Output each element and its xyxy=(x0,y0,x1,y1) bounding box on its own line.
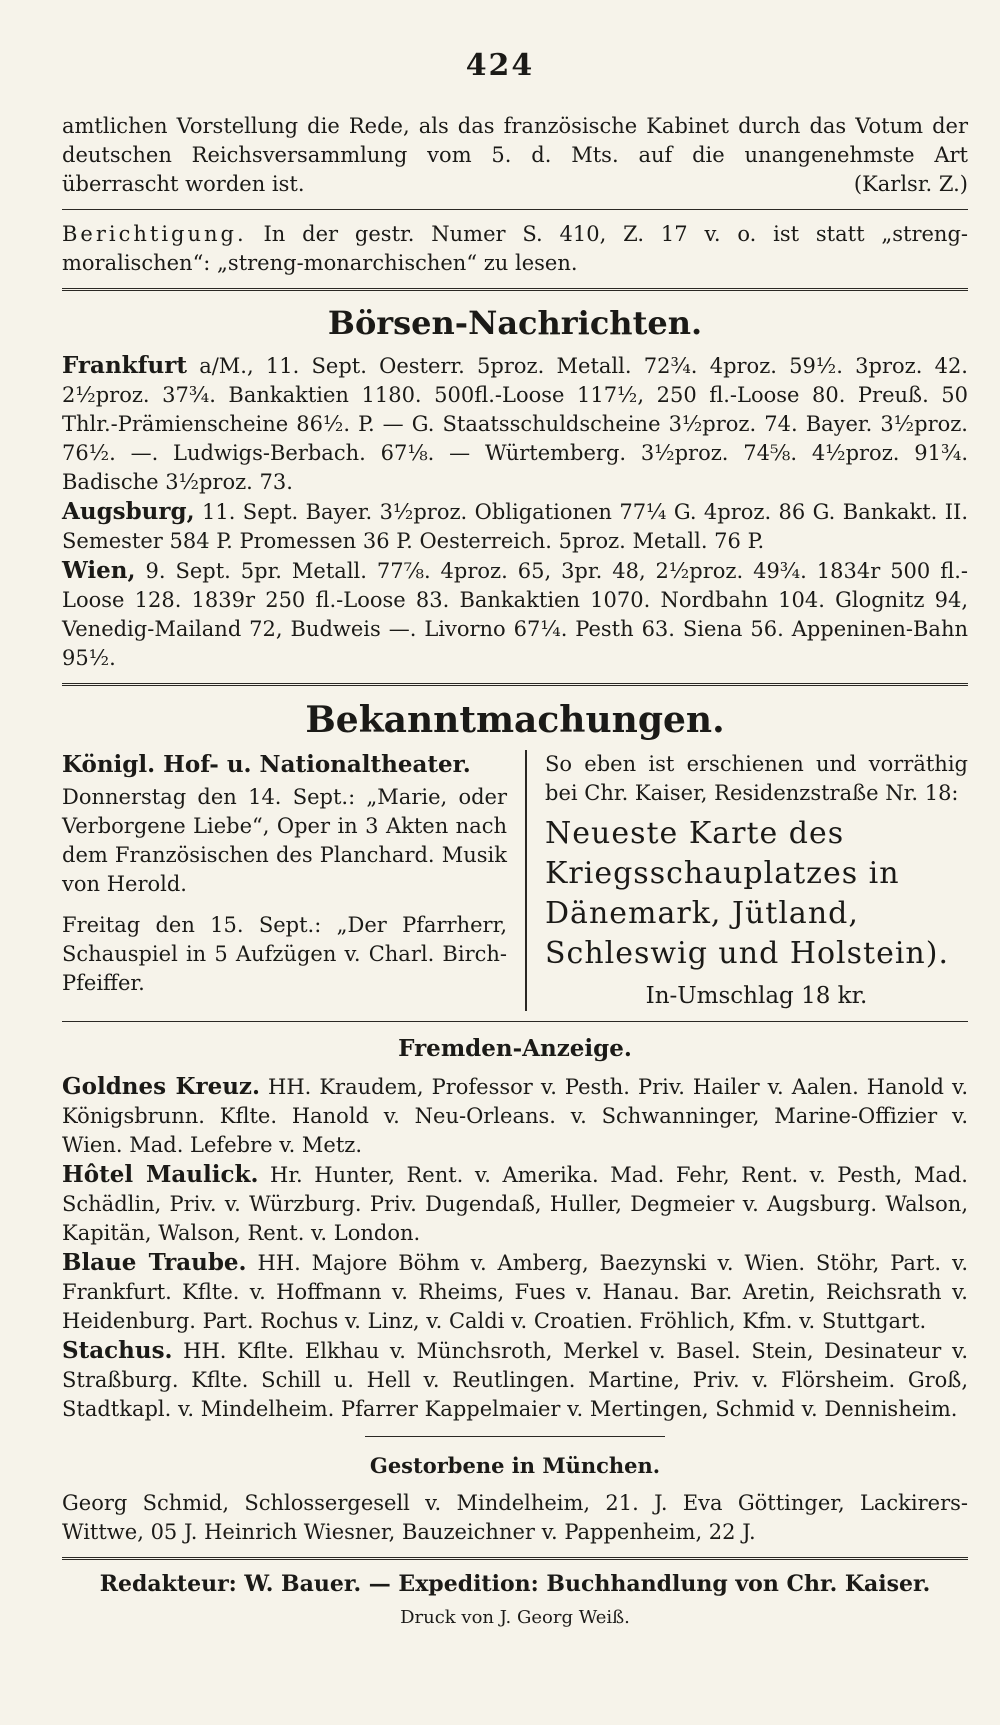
publication-title: Neueste Karte des Kriegsschauplatzes in Dänemark, Jütland, Schleswig und Holstein). xyxy=(545,816,949,971)
hotel-name: Goldnes Kreuz. xyxy=(62,1073,260,1100)
hotel-name: Hôtel Maulick. xyxy=(62,1161,259,1188)
guest-list: HH. Kflte. Elkhau v. Münchsroth, Merkel v. Basel. Stein, Desinateur v. Straßburg. Kflte. Schill u. Hell v. Reutlingen. Martine, Priv. v. Flörsheim. Groß, Stadtkapl. v. Mindelheim. Pfarrer Kappelmaier v. Mertingen, Schmid v. Dennisheim. xyxy=(62,1339,968,1421)
wien-text: 9. Sept. 5pr. Metall. 77⅞. 4proz. 65, 3pr. 48, 2½proz. 49¾. 1834r 500 fl.-Loose 128. 1839r 250 fl.-Loose 83. Bankaktien 1070. Nordbahn 104. Glognitz 94, Venedig-Mailand 72, Budweis —. Livorno 67¼. Pesth 63. Siena 56. Appeninen-Bahn 95½. xyxy=(62,559,968,670)
guest-list: HH. Majore Böhm v. Amberg, Baezynski v. Wien. Stöhr, Part. v. Frankfurt. Kflte. v. Hoffmann v. Rheims, Fues v. Hanau. Bar. Aretin, Reichsrath v. Heidenburg. Part. Rochus v. Linz, v. Caldi v. Croatien. Fröhlich, Kfm. v. Stuttgart. xyxy=(62,1251,968,1333)
fremden-entry xyxy=(62,1336,968,1424)
divider xyxy=(62,683,968,686)
divider xyxy=(62,209,968,210)
fremden-entry xyxy=(62,1248,968,1336)
wien-city: Wien, xyxy=(62,557,136,584)
hotel-name: Blaue Traube. xyxy=(62,1249,247,1276)
divider xyxy=(62,1557,968,1560)
theater-program-1: Donnerstag den 14. Sept.: „Marie, oder Verborgene Liebe“, Oper in 3 Akten nach dem Französischen des Planchard. Musik von Herold. xyxy=(62,785,507,896)
intro-paragraph xyxy=(62,112,968,199)
guest-list: Hr. Hunter, Rent. v. Amerika. Mad. Fehr, Rent. v. Pesth, Mad. Schädlin, Priv. v. Würzburg. Priv. Dugendaß, Huller, Degmeier v. Augsburg. Walson, Kapitän, Walson, Rent. v. London. xyxy=(62,1163,968,1245)
publication-column xyxy=(527,750,968,1011)
correction-paragraph xyxy=(62,220,968,278)
correction-text: In der gestr. Numer S. 410, Z. 17 v. o. ist statt „streng-moralischen“: „streng-monarchischen“ zu lesen. xyxy=(62,222,968,275)
intro-text: amtlichen Vorstellung die Rede, als das französische Kabinet durch das Votum der deutschen Reichsversammlung vom 5. d. Mts. auf die unangenehmste Art überrascht worden ist. xyxy=(62,114,968,196)
correction-label: Berichtigung. xyxy=(62,222,247,246)
announcements-columns xyxy=(62,750,968,1011)
publication-price: In-Umschlag 18 kr. xyxy=(645,983,868,1009)
theater-column xyxy=(62,750,527,1011)
intro-source: (Karlsr. Z.) xyxy=(853,172,968,196)
augsburg-text: 11. Sept. Bayer. 3½proz. Obligationen 77¼ G. 4proz. 86 G. Bankakt. II. Semester 584 P. Promessen 36 P. Oesterreich. 5proz. Metall. 76 P. xyxy=(62,500,968,553)
divider xyxy=(365,1436,665,1437)
page-number: 424 xyxy=(465,48,535,83)
gestorben-text: Georg Schmid, Schlossergesell v. Mindelheim, 21. J. Eva Göttinger, Lackirers-Wittwe, 05 J. Heinrich Wiesner, Bauzeichner v. Pappenheim, 22 J. xyxy=(62,1491,968,1544)
fremden-entry xyxy=(62,1072,968,1160)
guest-list: HH. Kraudem, Professor v. Pesth. Priv. Hailer v. Aalen. Hanold v. Königsbrunn. Kfltе. Hanold v. Neu-Orleans. v. Schwanninger, Marine-Offizier v. Wien. Mad. Lefebre v. Metz. xyxy=(62,1075,969,1157)
augsburg-paragraph xyxy=(62,497,968,556)
boerse-heading: Börsen-Nachrichten. xyxy=(327,304,703,342)
theater-title: Königl. Hof- u. Nationaltheater. xyxy=(62,751,471,778)
publication-intro: So eben ist erschienen und vorräthig bei Chr. Kaiser, Residenzstraße Nr. 18: xyxy=(545,752,968,805)
wien-paragraph xyxy=(62,556,968,673)
bekannt-heading: Bekanntmachungen. xyxy=(305,699,725,741)
divider xyxy=(62,288,968,291)
frankfurt-city: Frankfurt xyxy=(62,352,187,379)
fremden-heading: Fremden-Anzeige. xyxy=(398,1035,632,1062)
frankfurt-paragraph xyxy=(62,351,968,497)
frankfurt-text: a/M., 11. Sept. Oesterr. 5proz. Metall. 72¾. 4proz. 59½. 3proz. 42. 2½proz. 37¾. Bankaktien 1180. 500fl.-Loose 117½, 250 fl.-Loose 80. Preuß. 50 Thlr.-Prämienscheine 86½. P. — G. Staatsschuldscheine 3½proz. 74. Bayer. 3½proz. 76½. —. Ludwigs-Berbach. 67⅛. — Würtemberg. 3½proz. 74⅝. 4½proz. 91¾. Badische 3½proz. 73. xyxy=(62,354,968,494)
imprint-printer: Druck von J. Georg Weiß. xyxy=(400,1607,630,1628)
augsburg-city: Augsburg, xyxy=(62,498,195,525)
divider xyxy=(62,1021,968,1022)
hotel-name: Stachus. xyxy=(62,1337,173,1364)
fremden-entry xyxy=(62,1160,968,1248)
imprint-editor: Redakteur: W. Bauer. — Expedition: Buchhandlung von Chr. Kaiser. xyxy=(99,1571,931,1597)
gestorben-heading: Gestorbene in München. xyxy=(369,1453,661,1478)
theater-program-2: Freitag den 15. Sept.: „Der Pfarrherr, Schauspiel in 5 Aufzügen v. Charl. Birch-Pfeiffer. xyxy=(62,913,507,995)
page-body xyxy=(62,112,968,1632)
imprint xyxy=(62,1570,968,1632)
